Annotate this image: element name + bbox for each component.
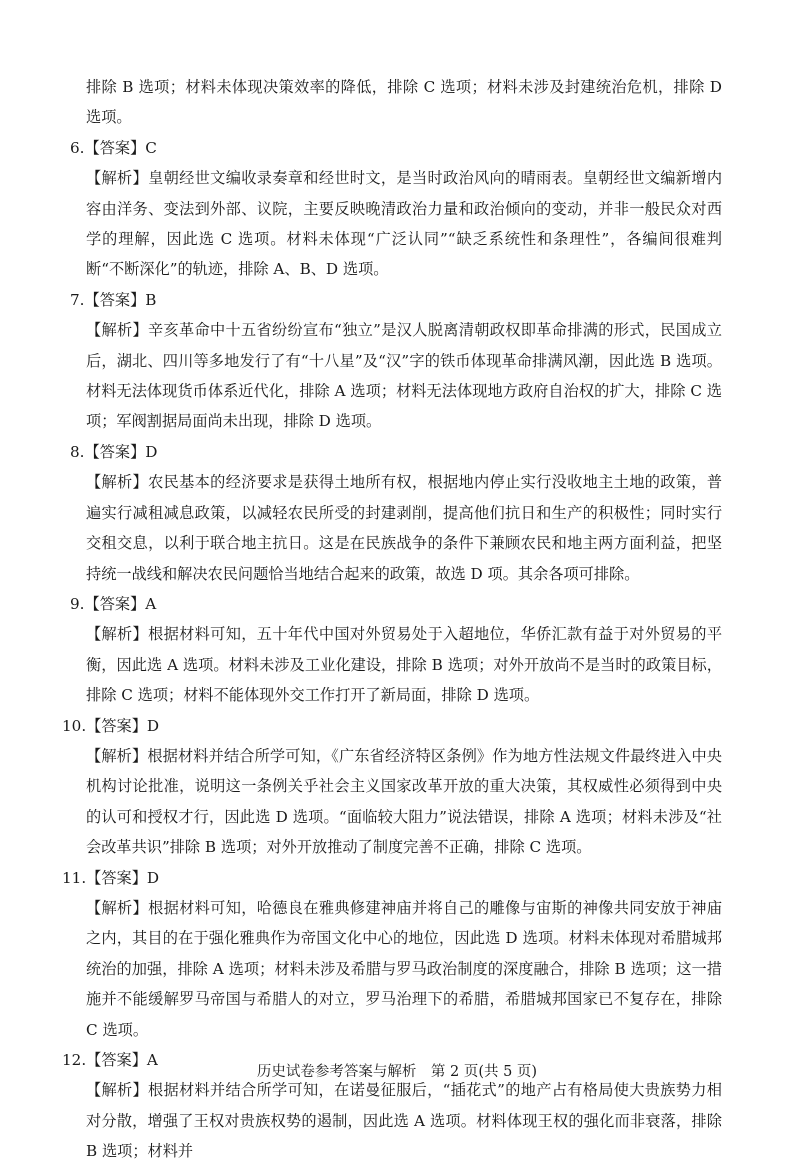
question-10-analysis bbox=[70, 741, 722, 863]
question-8-analysis bbox=[70, 467, 722, 589]
analysis-label: 【解析】 bbox=[86, 898, 149, 917]
analysis-label: 【解析】 bbox=[86, 746, 148, 765]
answer-label: 【答案】 bbox=[86, 1051, 147, 1069]
question-number: 12. bbox=[62, 1051, 87, 1069]
answer-label: 【答案】 bbox=[84, 594, 146, 613]
answer-label: 【答案】 bbox=[84, 290, 146, 309]
analysis-label: 【解析】 bbox=[86, 473, 149, 492]
answer-label: 【答案】 bbox=[86, 868, 147, 887]
question-number: 11. bbox=[62, 868, 87, 887]
analysis-label: 【解析】 bbox=[86, 1081, 149, 1100]
analysis-text: 皇朝经世文编收录奏章和经世时文，是当时政治风向的晴雨表。皇朝经世文编新增内容由洋务、变法到外部、议院，主要反映晚清政治力量和政治倾向的变动，并非一般民众对西学的理解，因此选 C 选项。材料未体现“广泛认同”“缺乏系统性和条理性”，各编间很难判断“不断深化”的轨迹，排除 A、B、D 选项。 bbox=[86, 169, 723, 279]
analysis-text: 农民基本的经济要求是获得土地所有权，根据地内停止实行没收地主土地的政策，普遍实行减租减息政策，以减轻农民所受的封建剥削，提高他们抗日和生产的积极性；同时实行交租交息，以利于联合地主抗日。这是在民族战争的条件下兼顾农民和地主两方面利益，把坚持统一战线和解决农民问题恰当地结合起来的政策，故选 D 项。其余各项可排除。 bbox=[86, 473, 723, 583]
analysis-text: 根据材料可知，五十年代中国对外贸易处于入超地位，华侨汇款有益于对外贸易的平衡，因此选 A 选项。材料未涉及工业化建设，排除 B 选项；对外开放尚不是当时的政策目标，排除 C 选项；材料不能体现外交工作打开了新局面，排除 D 选项。 bbox=[86, 625, 723, 705]
answer-value: D bbox=[146, 716, 160, 735]
page-footer: 历史试卷参考答案与解析 第 2 页(共 5 页) bbox=[256, 1064, 538, 1080]
analysis-label: 【解析】 bbox=[86, 169, 149, 188]
answer-label: 【答案】 bbox=[86, 716, 147, 735]
question-12-analysis bbox=[70, 1075, 722, 1166]
question-number: 8. bbox=[70, 442, 85, 461]
question-10-answer bbox=[62, 711, 722, 741]
answer-value: A bbox=[146, 1051, 158, 1069]
answer-label: 【答案】 bbox=[84, 138, 146, 157]
analysis-label: 【解析】 bbox=[86, 625, 149, 644]
answer-value: D bbox=[145, 442, 158, 461]
answer-value: B bbox=[145, 290, 157, 309]
analysis-text: 根据材料并结合所学可知，《广东省经济特区条例》作为地方性法规文件最终进入中央机构讨论批准，说明这一条例关乎社会主义国家改革开放的重大决策，其权威性必须得到中央的认可和授权才行，因此选 D 选项。“面临较大阻力”说法错误，排除 A 选项；材料未涉及“社会改革共识”排除 B 选项；对外开放推动了制度完善不正确，排除 C 选项。 bbox=[86, 746, 722, 857]
question-8-answer bbox=[70, 437, 722, 467]
question-7-answer bbox=[70, 285, 722, 315]
answer-value: A bbox=[145, 594, 157, 613]
question-6-analysis bbox=[70, 163, 722, 285]
analysis-label: 【解析】 bbox=[86, 321, 149, 340]
analysis-text: 根据材料可知，哈德良在雅典修建神庙并将自己的雕像与宙斯的神像共同安放于神庙之内，其目的在于强化雅典作为帝国文化中心的地位，因此选 D 选项。材料未体现对希腊城邦统治的加强，排除 A 选项；材料未涉及希腊与罗马政治制度的深度融合，排除 B 选项；这一措施并不能缓解罗马帝国与希腊人的对立，罗马治理下的希腊，希腊城邦国家已不复存在，排除 C 选项。 bbox=[86, 898, 723, 1039]
question-11-answer bbox=[62, 863, 722, 893]
question-number: 9. bbox=[70, 594, 85, 613]
question-number: 7. bbox=[70, 290, 85, 309]
answer-value: D bbox=[146, 868, 160, 887]
question-number: 10. bbox=[62, 716, 87, 735]
question-6-answer bbox=[70, 133, 722, 163]
answer-value: C bbox=[145, 138, 157, 157]
answer-content bbox=[62, 72, 723, 1167]
question-9-answer bbox=[70, 589, 722, 619]
question-11-analysis bbox=[70, 893, 722, 1045]
answer-label: 【答案】 bbox=[84, 442, 146, 461]
question-9-analysis bbox=[70, 619, 722, 710]
analysis-text: 根据材料并结合所学可知，在诺曼征服后，“插花式”的地产占有格局使大贵族势力相对分散，增强了王权对贵族权势的遏制，因此选 A 选项。材料体现王权的强化而非衰落，排除 B 选项；材料并 bbox=[86, 1081, 722, 1161]
question-number: 6. bbox=[70, 138, 85, 157]
analysis-text: 辛亥革命中十五省纷纷宣布“独立”是汉人脱离清朝政权即革命排满的形式，民国成立后，湖北、四川等多地发行了有“十八星”及“汉”字的铁币体现革命排满风潮，因此选 B 选项。材料无法体现货币体系近代化，排除 A 选项；材料无法体现地方政府自治权的扩大，排除 C 选项；军阀割据局面尚未出现，排除 D 选项。 bbox=[86, 321, 722, 431]
question-7-analysis bbox=[70, 315, 722, 437]
carryover-paragraph: 排除 B 选项；材料未体现决策效率的降低，排除 C 选项；材料未涉及封建统治危机，排除 D 选项。 bbox=[86, 78, 722, 127]
